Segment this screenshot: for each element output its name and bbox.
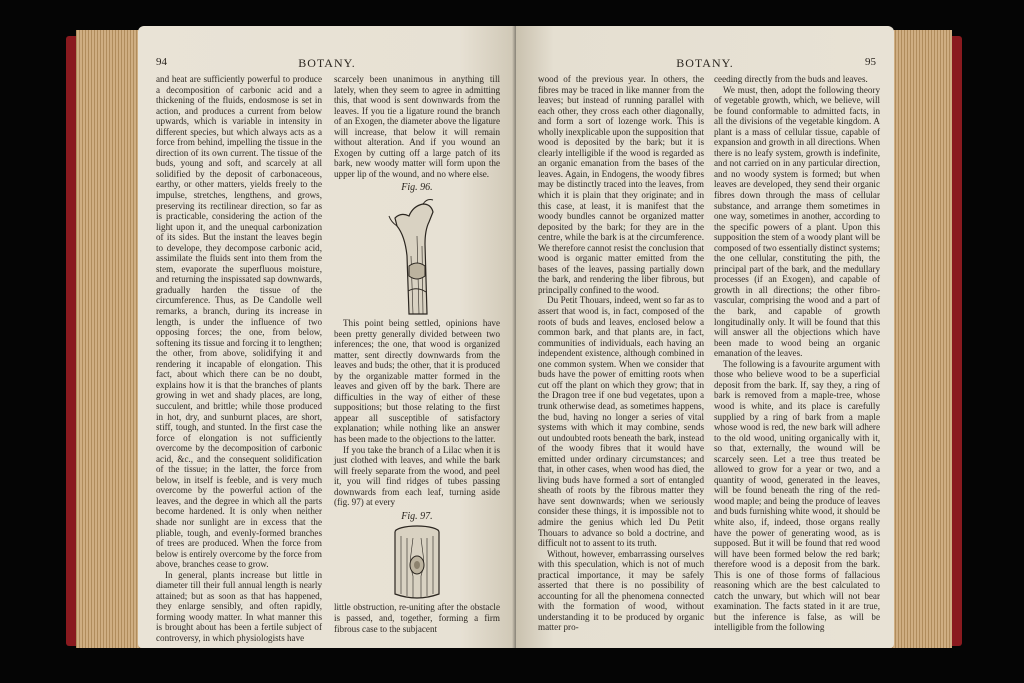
paragraph: The following is a favourite argument with those who believe wood to be a superficial deposit from the bark. If, say they, a ring of bark is removed from a maple-tree, whose wood is white, and its place is carefully supplied by a ring of bark from a maple whose wood is red, the new bark will adhere to the old wood, uniting organically with it, so that, externally, the wound will be scarcely seen. Let a tree thus treated be allowed to grow for a year or two, and a quantity of wood, generated in the leaves, will be found beneath the ring of the red-wood maple; and being the produce of leaves and buds furnishing white wood, it should be white also, if, indeed, those organs really have the power of generating wood, as is supposed. But it will be found that red wood will have been formed below the red bark; therefore wood is a deposit from the bark. This is one of those forms of fallacious reasoning which are the best calculated to catch the unwary, but which will not bear examination. The facts stated in it are true, but the inference is false, as will be intelligible from the following [714,358,880,633]
left-page-column-2 [334,74,500,634]
figure-96-branch-illustration [387,196,447,318]
paragraph: ceeding directly from the buds and leaves. [714,74,868,84]
figure-97-caption: Fig. 97. [401,510,433,522]
paragraph: This point being settled, opinions have been pretty generally divided between two inferences; the one, that wood is organized matter, sent directly downwards from the leaves and buds; the other, that it is produced by the organizable matter formed in the leaves and given off by the bark. There are difficulties in the way of either of these suppositions; but those relating to the first appear all susceptible of satisfactory explanation; while nothing like an answer has been made to the objections to the latter. [334,318,500,445]
left-page-column-1 [156,74,322,644]
page-edges-left [76,30,142,648]
figure-97-stem-illustration [387,524,447,602]
page-number-right: 95 [865,56,876,68]
paragraph: Without, however, embarrassing ourselves with this speculation, which is not of much practical importance, it may be safely asserted that there is no possibility of accounting for all the phenomena connected with the formation of wood, without understanding it to be produced by organic matter pro- [538,548,704,633]
paragraph: and heat are sufficiently powerful to produce a decomposition of carbonic acid and a thickening of the fluids, endosmose is set in action, and produces a current from below upwards, which is variable in intensity in different species, but which always acts as a force from behind, impelling the tissue in the direction of its own current. The tissue of the buds, young and soft, and scarcely at all solidified by the deposit of carbonaceous, earthy, or other matters, yields freely to the impulse, stretches, lengthens, and grows, preserving its rectilinear direction, so far as is practicable, considering the action of the light upon it, and the unequal carbonization of its sides. But the instant the leaves begin to develope, they decompose carbonic acid, assimilate the fluids sent into them from the stem, evaporate the superfluous moisture, and returning the inspissated sap downwards, gradually harden the tissue of the circumference. Thus, as De Candolle well remarks, a branch, during its increase in length, is under the influence of two opposing forces; the one, from below, softening its tissue and forcing it to lengthen; the other, from above, solidifying it and rendering it incapable of elongation. This fact, about which there can be no doubt, explains how it is that the branches of plants growing in wet and shady places, are long, succulent, and brittle; while those produced in hot, dry, and sunburnt places, are short, stiff, tough, and stunted. In the first case the force of elongation is not sufficiently overcome by the decomposition of carbonic acid, &c., and the consequent solidification of the tissue; in the latter, the force from below, in itself is feeble, and is very much overcome by the powerful action of the leaves, and the degree in which all the parts become hardened. It is only when neither shade nor sunlight are in excess that the pliable, tough, and evenly-formed branches of trees are produced. When the force from below is entirely overcome by the force from above, branches cease to grow. [156,74,322,570]
paragraph: scarcely been unanimous in anything till lately, when they seem to agree in admitting this, that wood is sent downwards from the leaves. If you tie a ligature round the branch of an Exogen, the diameter above the ligature will increase, that below it will remain without alteration. And if you wound an Exogen by cutting off a large patch of its bark, new woody matter will form upon the upper lip of the wound, and no where else. [334,74,500,179]
page-number-left: 94 [156,56,167,68]
right-page [516,26,894,648]
paragraph: In general, plants increase but little in diameter till their full annual length is nearly attained; but as soon as that has happened, they enlarge sensibly, and often rapidly, forming woody matter. In what manner this is brought about has been a fertile subject of controversy, in which physiologists have [156,569,322,643]
right-page-column-1 [538,74,704,633]
paragraph: If you take the branch of a Lilac when it is just clothed with leaves, and while the bark will freely separate from the wood, and peel it, you will find ridges of tubes passing downwards from each leaf, turning aside (fig. 97) at every [334,444,500,508]
paragraph: Du Petit Thouars, indeed, went so far as to assert that wood is, in fact, composed of the roots of buds and leaves, enclosed below a common bark, and that plants are, in fact, communities of individuals, each having an independent existence, although combined in one common system. When we consider that buds have the power of emitting roots when cut off the plant on which they grow; that in the Dragon tree if one bud vegetates, upon a trunk otherwise dead, as sometimes happens, the bud, having no longer a series of vital systems with which it may combine, sends out undoubted roots beneath the bark, instead of the woody fibres that it would have emitted under ordinary circumstances; and that, in other cases, when wood has died, the living buds have formed a sort of entangled sheath of roots by the fibrous matter they have sent downwards; when we seriously consider these things, it is impossible not to admire the genius which led Du Petit Thouars to advance so bold a doctrine, and difficult not to assent to its truth. [538,295,704,549]
paragraph: little obstruction, re-uniting after the obstacle is passed, and, together, forming a firm fibrous case to the subjacent [334,602,500,634]
paragraph: We must, then, adopt the following theory of vegetable growth, which, we believe, will be found conformable to admitted facts, in all the divisions of the vegetable kingdom. A plant is a mass of cellular tissue, capable of expansion and growth in all directions. When there is no leafy system, growth is indefinite, and not carried on in any particular direction, and no woody system is formed; but when leaves are developed, they send their organic fibres down through the mass of cellular substance, and arrange them sometimes in one way, sometimes in another, according to the specific powers of a plant. Upon this supposition the stem of a woody plant will be composed of two essentially distinct systems; the one cellular, constituting the pith, the principal part of the bark, and the medullary processes (if an Exogen), and capable of growth in all directions; the other fibro-vascular, comprising the wood and a part of the bark, and capable of growth longitudinally only. It will be found that this will answer all the objections which have been made to wood being an organic emanation of the leaves. [714,84,880,359]
paragraph: wood of the previous year. In others, the fibres may be traced in like manner from the leaves; but instead of running parallel with each other, they cross each other diagonally, and form a sort of lozenge work. This is wholly inexplicable upon the supposition that wood is deposited by the bark; but it is clearly intelligible if the wood is regarded as an organic emanation from the bases of the leaves. Again, in Endogens, the woody fibres may be distinctly traced into the leaves, from which it is plain that they originate; and in this case, at least, it is manifest that the woody bundles cannot be organized matter deposited by the bark; for they are in the centre, while the bark is at the circumference. We therefore cannot resist the conclusion that wood is organic matter emitted from the bases of the leaves, passing partially down the bark, and rendering the liber fibrous, but principally confined to the wood. [538,74,704,295]
running-header-right: BOTANY. [676,56,734,70]
figure-96-caption: Fig. 96. [401,182,433,194]
running-header-left: BOTANY. [298,56,356,70]
open-book [66,26,962,658]
left-page [138,26,516,648]
right-page-column-2 [714,74,880,633]
page-edges-right [886,30,952,648]
